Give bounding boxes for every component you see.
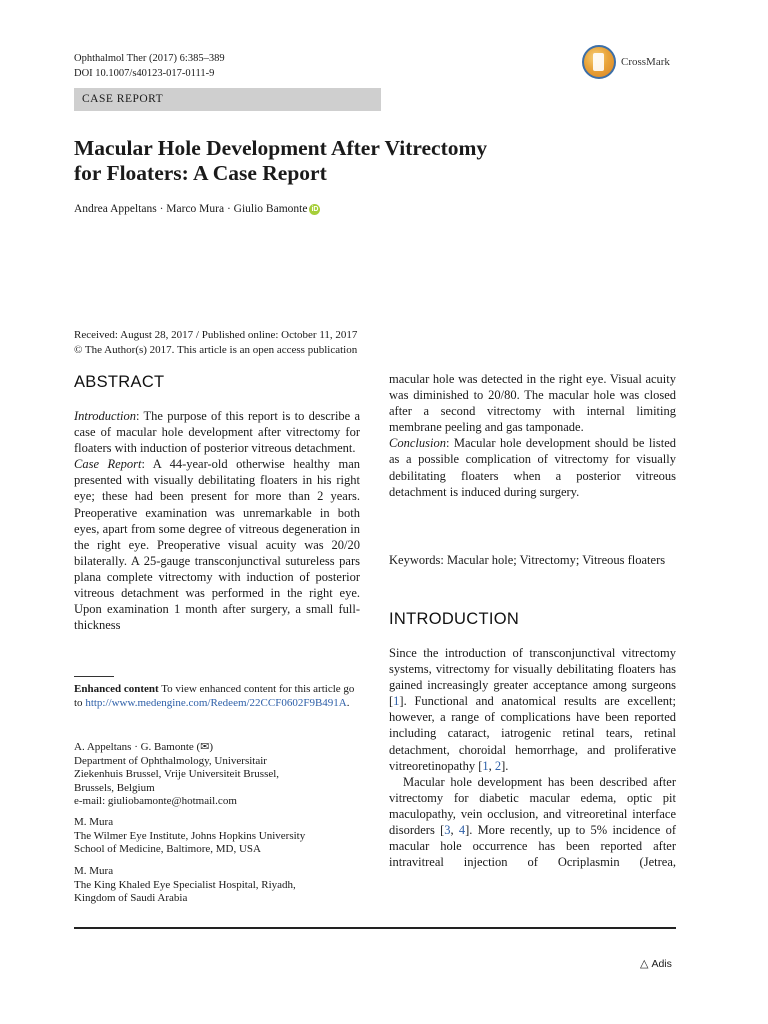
- affiliation-names: M. Mura: [74, 865, 114, 877]
- affiliation-line: Kingdom of Saudi Arabia: [74, 892, 188, 905]
- citation-link[interactable]: 1: [482, 758, 489, 773]
- conclusion-label: Conclusion: [389, 436, 446, 451]
- adis-triangle-icon: △: [640, 958, 649, 970]
- affiliation-line: Brussels, Belgium: [74, 781, 155, 794]
- affiliation-names: A. Appeltans · G. Bamonte (✉): [74, 741, 214, 753]
- affiliation-email[interactable]: e-mail: giuliobamonte@hotmail.com: [74, 795, 237, 808]
- received-published: Received: August 28, 2017 / Published online: October 11, 2017: [74, 329, 358, 341]
- introduction-heading: INTRODUCTION: [389, 610, 520, 628]
- footnote-divider: [74, 676, 114, 677]
- author-list: [74, 203, 320, 215]
- article-title: [74, 136, 614, 186]
- enhanced-label: Enhanced content: [74, 683, 159, 695]
- affiliation-line: School of Medicine, Baltimore, MD, USA: [74, 843, 261, 856]
- citation-separator: ,: [450, 823, 459, 838]
- enhanced-content-note: [74, 683, 364, 710]
- keywords-text: Macular hole; Vitrectomy; Vitreous floaters: [443, 553, 666, 567]
- journal-citation: Ophthalmol Ther (2017) 6:385–389: [74, 53, 225, 64]
- intro-p1-text-b: ]. Functional and anatomical results are excellent; however, a range of complications have been reported including cataract, iatrogenic retinal tears, retinal detachment, choroidal hemorrhage, and proliferative vitreoretinopathy [: [389, 694, 676, 773]
- abstract-introduction: [74, 408, 360, 456]
- affiliation-line: The King Khaled Eye Specialist Hospital, Riyadh,: [74, 878, 296, 891]
- enhanced-text: To view enhanced content for this article go to: [74, 683, 355, 709]
- intro-paragraph-2: [389, 774, 676, 871]
- intro-label: Introduction: [74, 409, 137, 423]
- citation-link[interactable]: 3: [444, 823, 451, 838]
- affiliation-2: [74, 816, 364, 857]
- article-type-banner: CASE REPORT: [74, 88, 381, 111]
- affiliation-line: Ziekenhuis Brussel, Vrije Universiteit Brussel,: [74, 768, 280, 781]
- abstract-conclusion: [389, 435, 676, 499]
- title-line-1: Macular Hole Development After Vitrectomy: [74, 136, 488, 160]
- affiliation-line: The Wilmer Eye Institute, Johns Hopkins University: [74, 829, 306, 842]
- publication-dates: [74, 328, 357, 358]
- abstract-case-continued: macular hole was detected in the right eye. Visual acuity was diminished to 20/80. The macular hole was closed after a second vitrectomy with internal limiting membrane peeling and gas tamponade.: [389, 372, 676, 435]
- abstract-heading: ABSTRACT: [74, 373, 165, 391]
- affiliation-3: [74, 865, 364, 906]
- intro-p1-text-a: Since the introduction of transconjunctival vitrectomy systems, vitrectomy for visually debilitating floaters has gained increasingly greater acceptance among surgeons [: [389, 646, 676, 709]
- keywords-label: Keywords:: [389, 553, 444, 567]
- conclusion-text: : Macular hole development should be listed as a possible complication of vitrectomy for visually debilitating floaters when a posterior vitreous detachment is induced during surgery.: [389, 436, 676, 499]
- affiliation-line: Department of Ophthalmology, Universitair: [74, 754, 267, 767]
- abstract-column-1: [74, 408, 360, 633]
- intro-p2-text-a: Macular hole development has been described after vitrectomy for diabetic macular edema, optic pit maculopathy, vein occlusion, and vitreoretinal interface disorders [: [389, 774, 676, 838]
- enhanced-end: .: [346, 696, 350, 709]
- intro-paragraph-1: [389, 645, 676, 774]
- citation-separator: ,: [488, 758, 495, 773]
- copyright-line: © The Author(s) 2017. This article is an open access publication: [74, 344, 358, 356]
- footer-divider: [74, 927, 676, 929]
- case-label: Case Report: [74, 457, 142, 472]
- affiliation-names: M. Mura: [74, 816, 114, 828]
- journal-header: [74, 51, 225, 81]
- intro-p2-text-b: ]. More recently, up to 5% incidence of macular hole occurrence has been reported after intravitreal injection of Ocriplasmin (Jetrea,: [389, 823, 676, 870]
- citation-link[interactable]: 2: [494, 758, 502, 773]
- case-text: : A 44-year-old otherwise healthy man presented with visually debilitating floaters in his right eye; these had been present for more than 2 years. Preoperative examination was unremarkable in both eyes, apart from some degree of vitreous degeneration in the right eye. Preoperative visual acuity was 20/20 bilaterally. A 25-gauge transconjunctival sutureless pars plana complete vitrectomy with induction of posterior vitreous detachment was performed in the right eye. Upon examination 1 month after surgery, a small full-thickness: [74, 457, 360, 633]
- title-line-2: for Floaters: A Case Report: [74, 161, 327, 185]
- citation-link[interactable]: 1: [393, 694, 400, 709]
- affiliation-1: [74, 741, 364, 809]
- crossmark-badge[interactable]: [582, 44, 722, 80]
- citation-link[interactable]: 4: [458, 823, 466, 838]
- introduction-body: [389, 645, 676, 870]
- doi[interactable]: DOI 10.1007/s40123-017-0111-9: [74, 68, 215, 79]
- authors-text: Andrea Appeltans · Marco Mura · Giulio Bamonte: [74, 203, 308, 215]
- enhanced-content-link[interactable]: http://www.medengine.com/Redeem/22CCF0602F9B491A: [85, 696, 347, 709]
- intro-text: : The purpose of this report is to describe a case of macular hole development after vitrectomy for floaters with induction of posterior vitreous detachment.: [74, 409, 360, 456]
- abstract-case-report: [74, 456, 360, 633]
- orcid-icon[interactable]: iD: [311, 205, 319, 213]
- intro-p1-end: ].: [501, 758, 509, 773]
- publisher-logo: [640, 957, 672, 970]
- crossmark-label: CrossMark: [621, 56, 670, 68]
- abstract-column-2: [389, 371, 676, 500]
- crossmark-icon: [582, 45, 616, 79]
- publisher-name: Adis: [651, 957, 672, 970]
- keywords: [389, 552, 676, 568]
